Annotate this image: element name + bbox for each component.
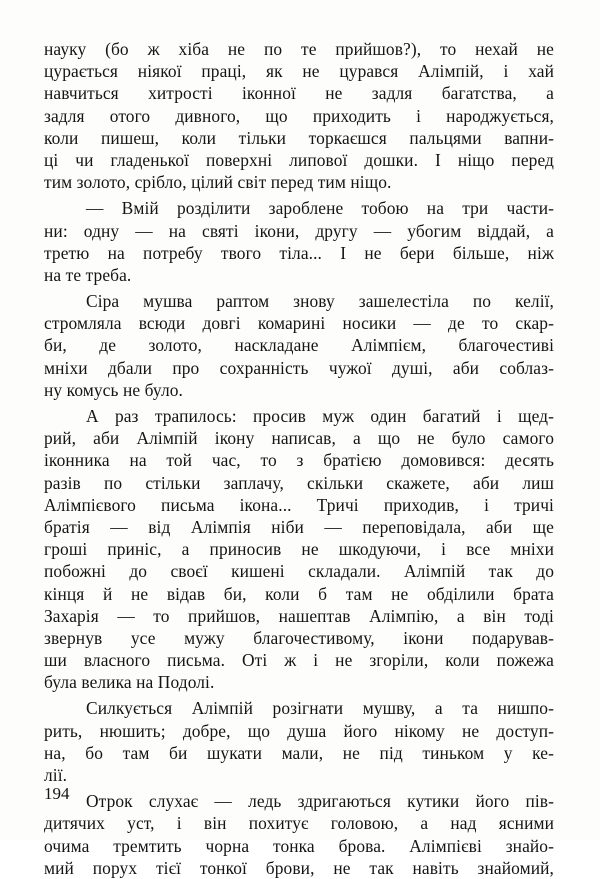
text-line: тим золото, срібло, цілий світ перед тим ніщо. [44,172,392,193]
paragraph [44,697,554,786]
text-line: ці чи гладенької поверхні липової дошки. І ніщо перед [44,149,554,170]
text-line: — Вмій розділити зароблене тобою на три части- [86,198,554,219]
paragraph [44,38,554,193]
text-line: кінця й не відав би, коли б там не обділили брата [44,583,554,604]
text-line: разів по стільки заплачу, скільки скажете, аби лиш [44,472,554,493]
text-line: Захарія — то прийшов, нашептав Алімпію, а він тоді [44,605,554,626]
paragraph [44,197,554,286]
text-line: рить, нюшить; добре, що душа його нікому не доступ- [44,720,554,741]
paragraph [44,290,554,401]
text-line: А раз трапилось: просив муж один багатий і щед- [86,406,554,426]
text-line: Отрок слухає — ледь здригаються кутики його пів- [86,791,554,812]
text-line: цурається ніякої праці, як не цурався Алімпій, і хай [44,61,554,82]
text-line: третю на потребу твого тіла... І не бери більше, ніж [44,242,554,263]
text-line: побожні до своєї кишені складали. Алімпій так до [44,561,554,582]
text-line: мий порух тієї тонкої брови, не так навіть знайомий, [44,857,554,878]
paragraph [44,790,554,879]
text-line: ни: одну — на святі ікони, другу — убогим віддай, а [44,220,554,241]
text-line: стромляла всюди довгі комарині носики — де то скар- [44,313,554,334]
text-line: лії. [44,765,68,785]
text-line: очима тремтить чорна тонка брова. Алімпієві знайо- [44,835,554,856]
text-line: задля отого дивного, що приходить і народжується, [44,105,554,126]
text-line: звернув усе мужу благочестивому, ікони подарував- [44,627,554,648]
text-line: би, де золото, наскладане Алімпієм, благочестиві [44,335,554,356]
text-line: ши власного письма. Оті ж і не згоріли, коли пожежа [44,650,554,671]
text-line: ну комусь не було. [44,379,183,400]
text-line: навчиться хитрості іконної не задля багатства, а [44,83,554,104]
text-line: іконника на той час, то з братією домовився: десять [44,450,554,471]
text-line: Сіра мушва раптом знову зашелестіла по келії, [86,291,554,312]
text-line: гроші приніс, а приносив не шкодуючи, і все мніхи [44,539,554,560]
text-line: на те треба. [44,264,132,285]
text-line: науку (бо ж хіба не по те прийшов?), то нехай не [44,39,554,59]
paragraph [44,405,554,693]
text-line: братія — від Алімпія ніби — переповідала, аби ще [44,516,554,537]
text-line: була велика на Подолі. [44,672,215,693]
page-number: 194 [44,784,70,803]
text-line: дитячих уст, і він похитує головою, а над ясними [44,813,554,834]
text-line: рий, аби Алімпій ікону написав, а що не було самого [44,428,554,449]
text-line: на, бо там би шукати мали, не під тиньком у ке- [44,742,554,763]
text-line: коли пишеш, коли тільки торкаєшся пальцями вапни- [44,127,554,148]
text-line: Алімпієвого письма ікона... Тричі приходив, і тричі [44,494,554,515]
body-text [44,38,554,879]
text-line: мніхи дбали про сохранність чужої душі, аби соблаз- [44,357,554,378]
text-line: Силкується Алімпій розігнати мушву, а та нишпо- [86,698,554,719]
